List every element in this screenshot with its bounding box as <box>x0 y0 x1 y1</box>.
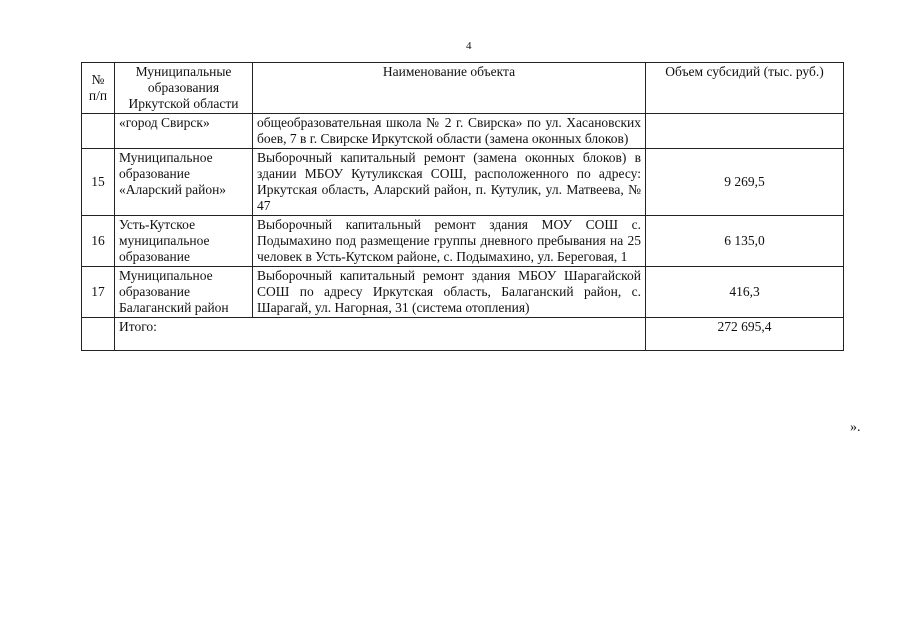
table-header-row <box>82 63 844 114</box>
header-amount: Объем субсидий (тыс. руб.) <box>646 63 844 114</box>
row-number <box>82 114 115 149</box>
row-municipality: Усть-Кутское муниципальное образование <box>115 216 253 267</box>
total-amount: 272 695,4 <box>646 318 844 351</box>
closing-quote: ». <box>850 420 861 435</box>
row-amount <box>646 114 844 149</box>
row-object: Выборочный капитальный ремонт здания МОУ СОШ с. Подымахино под размещение группы дневного пребывания на 25 человек в Усть-Кутском районе, с. Подымахино, ул. Береговая, 1 <box>253 216 646 267</box>
table-row <box>82 149 844 216</box>
header-object: Наименование объекта <box>253 63 646 114</box>
row-object: Выборочный капитальный ремонт (замена оконных блоков) в здании МБОУ Кутуликская СОШ, расположенного по адресу: Иркутская область, Аларский район, п. Кутулик, ул. Матвеева, № 47 <box>253 149 646 216</box>
table-row <box>82 114 844 149</box>
total-label: Итого: <box>115 318 646 351</box>
row-municipality: Муниципальное образование Балаганский район <box>115 267 253 318</box>
header-number: № п/п <box>82 63 115 114</box>
row-object: Выборочный капитальный ремонт здания МБОУ Шарагайской СОШ по адресу Иркутская область, Балаганский район, с. Шарагай, ул. Нагорная, 31 (система отопления) <box>253 267 646 318</box>
row-municipality: Муниципальное образование «Аларский район» <box>115 149 253 216</box>
total-number-cell <box>82 318 115 351</box>
subsidy-table <box>81 62 844 351</box>
table-row <box>82 216 844 267</box>
row-object: общеобразовательная школа № 2 г. Свирска» по ул. Хасановских боев, 7 в г. Свирске Иркутской области (замена оконных блоков) <box>253 114 646 149</box>
row-amount: 9 269,5 <box>646 149 844 216</box>
row-number: 16 <box>82 216 115 267</box>
page-number: 4 <box>466 40 472 52</box>
row-municipality: «город Свирск» <box>115 114 253 149</box>
total-row <box>82 318 844 351</box>
row-number: 15 <box>82 149 115 216</box>
table-row <box>82 267 844 318</box>
row-number: 17 <box>82 267 115 318</box>
header-municipality: Муниципальные образования Иркутской области <box>115 63 253 114</box>
row-amount: 6 135,0 <box>646 216 844 267</box>
row-amount: 416,3 <box>646 267 844 318</box>
